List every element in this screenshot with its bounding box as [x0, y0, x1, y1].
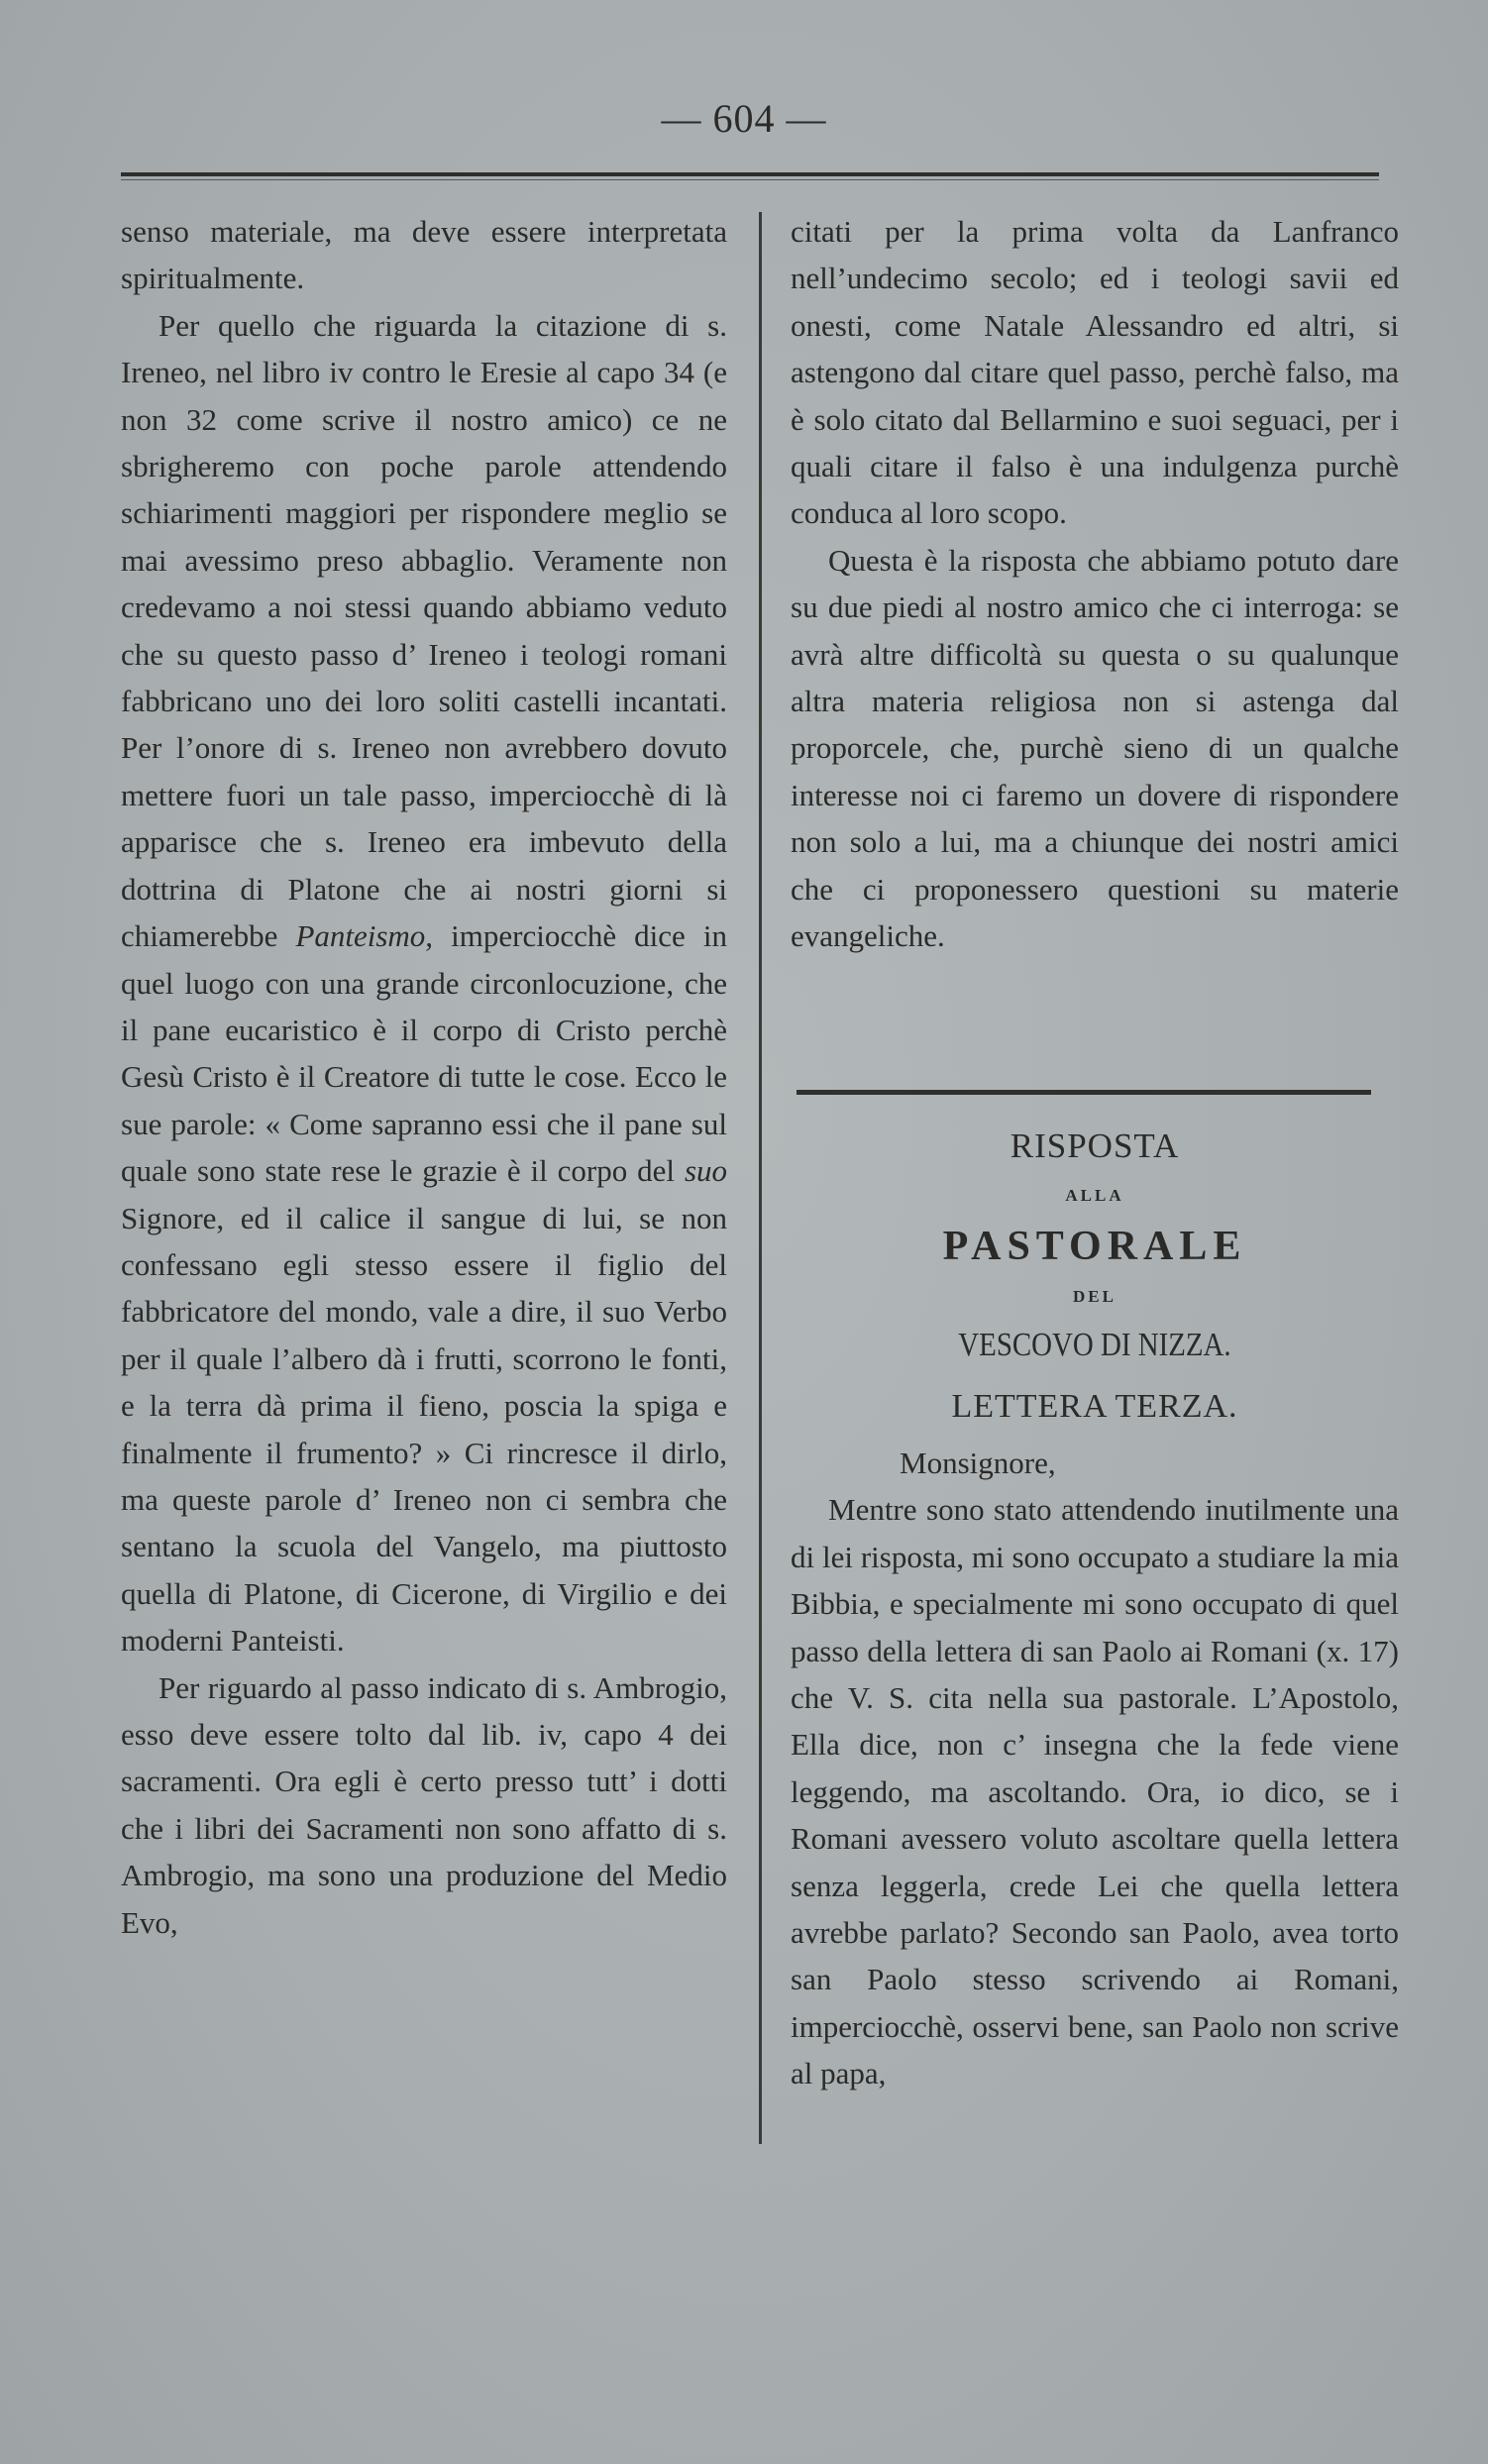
- article-heading: [791, 1115, 1399, 1438]
- heading-lettera: LETTERA TERZA.: [951, 1388, 1238, 1425]
- letter-body: [791, 1440, 1399, 2097]
- heading-alla: ALLA: [1065, 1186, 1124, 1205]
- page-number: — 604 —: [661, 96, 827, 141]
- letter-salutation: Monsignore,: [900, 1446, 1056, 1480]
- column-divider: [759, 212, 762, 2144]
- paragraph: Per riguardo al passo indicato di s. Ambrogio, esso deve essere tolto dal lib. iv, capo 4 dei sacramenti. Ora egli è certo presso tutt’ i dotti che i libri dei Sacramenti non sono affatto di s. Ambrogio, ma sono una produzione del Medio Evo,: [121, 1669, 727, 1940]
- italic-term: suo: [684, 1153, 728, 1189]
- paragraph-text: Per quello che riguarda la citazione di s. Ireneo, nel libro iv contro le Eresie al capo 34 (e non 32 come scrive il nostro amico) ce ne sbrigheremo con poche parole attendendo schiarimenti maggiori per rispondere meglio se mai avessimo preso abbaglio. Veramente non credevamo a noi stessi quando abbiamo veduto che su questo passo d’ Ireneo i teologi romani fabbricano uno dei loro soliti castelli incantati. Per l’onore di s. Ireneo non avrebbero dovuto mettere fuori un tale passo, imperciocchè di là apparisce che s. Ireneo era imbevuto della dottrina di Platone che ai nostri giorni si chiamerebbe: [121, 307, 727, 954]
- right-column: [791, 208, 1399, 960]
- heading-vescovo: VESCOVO DI NIZZA.: [958, 1327, 1231, 1363]
- heading-pastorale: PASTORALE: [942, 1224, 1247, 1269]
- left-column: [121, 208, 727, 1946]
- paragraph: senso materiale, ma deve essere interpretata spiritualmente.: [121, 214, 727, 296]
- paragraph: citati per la prima volta da Lanfranco nell’undecimo secolo; ed i teologi savii ed onesti, come Natale Alessandro ed altri, si astengono dal citare quel passo, perchè falso, ma è solo citato dal Bellarmino e suoi seguaci, per i quali citare il falso è una indulgenza purchè conduca al loro scopo.: [791, 214, 1399, 531]
- section-rule: [797, 1090, 1371, 1095]
- heading-del: DEL: [1073, 1287, 1116, 1306]
- paragraph: [121, 302, 727, 1664]
- header-rule: [121, 172, 1379, 176]
- italic-term: Panteismo,: [295, 918, 434, 954]
- letter-paragraph: Mentre sono stato attendendo inutilmente una di lei risposta, mi sono occupato a studiare la mia Bibbia, e specialmente mi sono occupato di quel passo della lettera di san Paolo ai Romani (x. 17) che V. S. cita nella sua pastorale. L’Apostolo, Ella dice, non c’ insegna che la fede viene leggendo, ma ascoltando. Ora, io dico, se i Romani avessero voluto ascoltare quella lettera senza leggerla, crede Lei che quella lettera avrebbe parlato? Secondo san Paolo, avea torto san Paolo stesso scrivendo ai Romani, imperciocchè, osservi bene, san Paolo non scrive al papa,: [791, 1492, 1399, 2091]
- paragraph-text: imperciocchè dice in quel luogo con una grande circonlocuzione, che il pane eucaristico è il corpo di Cristo perchè Gesù Cristo è il Creatore di tutte le cose. Ecco le sue parole: « Come sapranno essi che il pane sul quale sono state rese le grazie è il corpo del: [121, 918, 727, 1189]
- paragraph: Questa è la risposta che abbiamo potuto dare su due piedi al nostro amico che ci interroga: se avrà altre difficoltà su questa o su qualunque altra materia religiosa non si astenga dal proporcele, che, purchè sieno di un qualche interesse noi ci faremo un dovere di rispondere non solo a lui, ma a chiunque dei nostri amici che ci proponessero questioni su materie evangeliche.: [791, 542, 1399, 954]
- heading-risposta: RISPOSTA: [1010, 1126, 1180, 1165]
- paragraph-text: Signore, ed il calice il sangue di lui, se non confessano egli stesso essere il figlio del fabbricatore del mondo, vale a dire, il suo Verbo per il quale l’albero dà i frutti, scorrono le fonti, e la terra dà prima il fieno, poscia la spiga e finalmente il frumento? » Ci rincresce il dirlo, ma queste parole d’ Ireneo non ci sembra che sentano la scuola del Vangelo, ma piuttosto quella di Platone, di Cicerone, di Virgilio e dei moderni Panteisti.: [121, 1200, 727, 1659]
